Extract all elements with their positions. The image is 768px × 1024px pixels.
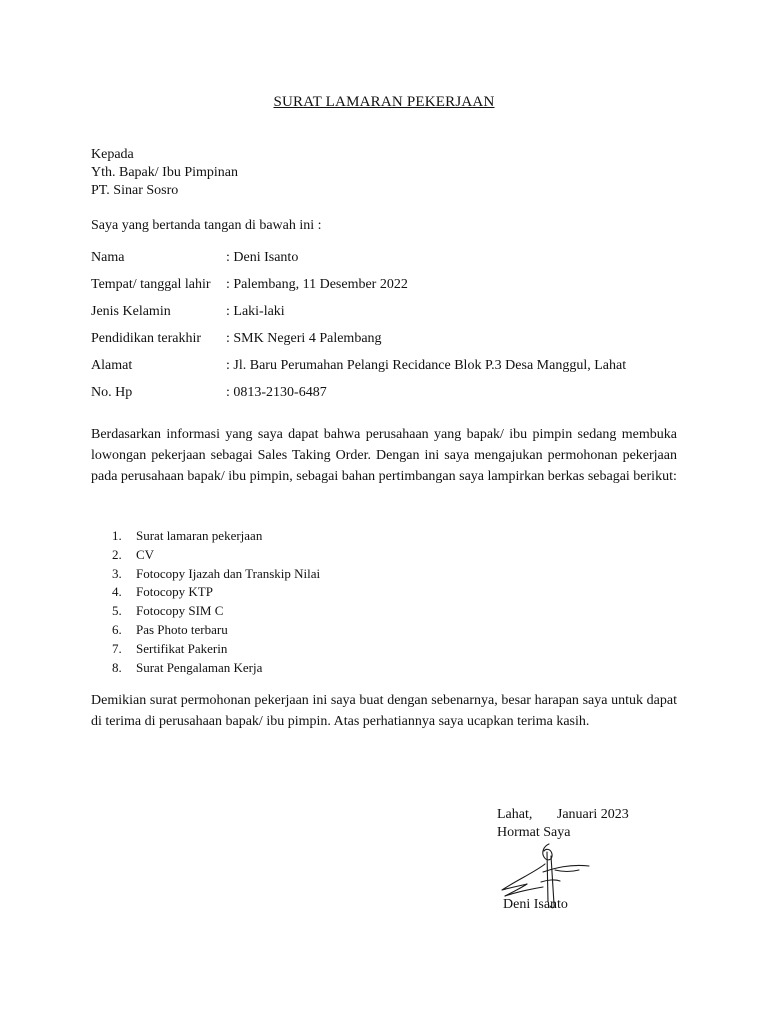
identity-value: : 0813-2130-6487 [226, 384, 327, 400]
identity-table [91, 244, 626, 406]
letter-title: SURAT LAMARAN PEKERJAAN [273, 94, 495, 110]
identity-row [91, 244, 626, 271]
identity-label: Tempat/ tanggal lahir [91, 276, 211, 292]
identity-label: Alamat [91, 357, 133, 373]
recipient-company: PT. Sinar Sosro [91, 183, 179, 198]
attachment-list [112, 527, 320, 677]
attachment-item [112, 583, 320, 602]
attachment-text: Fotocopy Ijazah dan Transkip Nilai [136, 565, 321, 581]
recipient-line: Yth. Bapak/ Ibu Pimpinan [91, 165, 238, 180]
attachment-text: Surat Pengalaman Kerja [136, 659, 263, 675]
salutation: Hormat Saya [497, 825, 571, 840]
body-paragraph: Berdasarkan informasi yang saya dapat bahwa perusahaan yang bapak/ ibu pimpin sedang membuka lowongan pekerjaan sebagai Sales Taking Order. Dengan ini saya mengajukan permohonan pekerjaan pada perusahaan bapak/ ibu pimpin, sebagai bahan pertimbangan saya lampirkan berkas sebagai berikut: [91, 427, 677, 484]
identity-row [91, 325, 626, 352]
attachment-text: Pas Photo terbaru [136, 621, 228, 637]
attachment-number: 5. [112, 603, 122, 619]
attachment-text: Sertifikat Pakerin [136, 640, 228, 656]
identity-value: : Palembang, 11 Desember 2022 [226, 276, 408, 292]
attachment-item [112, 546, 320, 565]
signer-name: Deni Isanto [503, 897, 568, 912]
attachment-number: 6. [112, 621, 122, 637]
identity-value: : Jl. Baru Perumahan Pelangi Recidance Blok P.3 Desa Manggul, Lahat [226, 357, 627, 373]
closing-paragraph: Demikian surat permohonan pekerjaan ini saya buat dengan sebenarnya, besar harapan saya untuk dapat di terima di perusahaan bapak/ ibu pimpin. Atas perhatiannya saya ucapkan terima kasih. [91, 693, 677, 729]
attachment-number: 8. [112, 659, 122, 675]
attachment-number: 4. [112, 584, 122, 600]
attachment-item [112, 640, 320, 659]
attachment-item [112, 527, 320, 546]
attachment-text: Surat lamaran pekerjaan [136, 528, 263, 543]
attachment-item [112, 565, 320, 584]
identity-row [91, 352, 626, 379]
identity-row [91, 298, 626, 325]
identity-label: Jenis Kelamin [91, 303, 171, 319]
attachment-text: CV [136, 546, 155, 562]
identity-value: : SMK Negeri 4 Palembang [226, 330, 382, 346]
identity-label: Pendidikan terakhir [91, 330, 202, 346]
identity-row [91, 379, 626, 406]
recipient-block [91, 146, 238, 200]
intro-text: Saya yang bertanda tangan di bawah ini : [91, 218, 322, 233]
attachment-item [112, 659, 320, 678]
attachment-item [112, 602, 320, 621]
attachment-number: 1. [112, 528, 122, 543]
identity-label: No. Hp [91, 384, 133, 400]
attachment-text: Fotocopy SIM C [136, 603, 224, 619]
place-date: Lahat, Januari 2023 [497, 807, 629, 822]
recipient-line: Kepada [91, 147, 134, 162]
identity-row [91, 271, 626, 298]
attachment-number: 2. [112, 546, 122, 562]
attachment-number: 7. [112, 640, 122, 656]
identity-label: Nama [91, 249, 125, 265]
attachment-text: Fotocopy KTP [136, 584, 213, 600]
signature-block [497, 806, 629, 842]
identity-value: : Deni Isanto [226, 249, 299, 265]
attachment-number: 3. [112, 565, 122, 581]
identity-value: : Laki-laki [226, 303, 285, 319]
attachment-item [112, 621, 320, 640]
